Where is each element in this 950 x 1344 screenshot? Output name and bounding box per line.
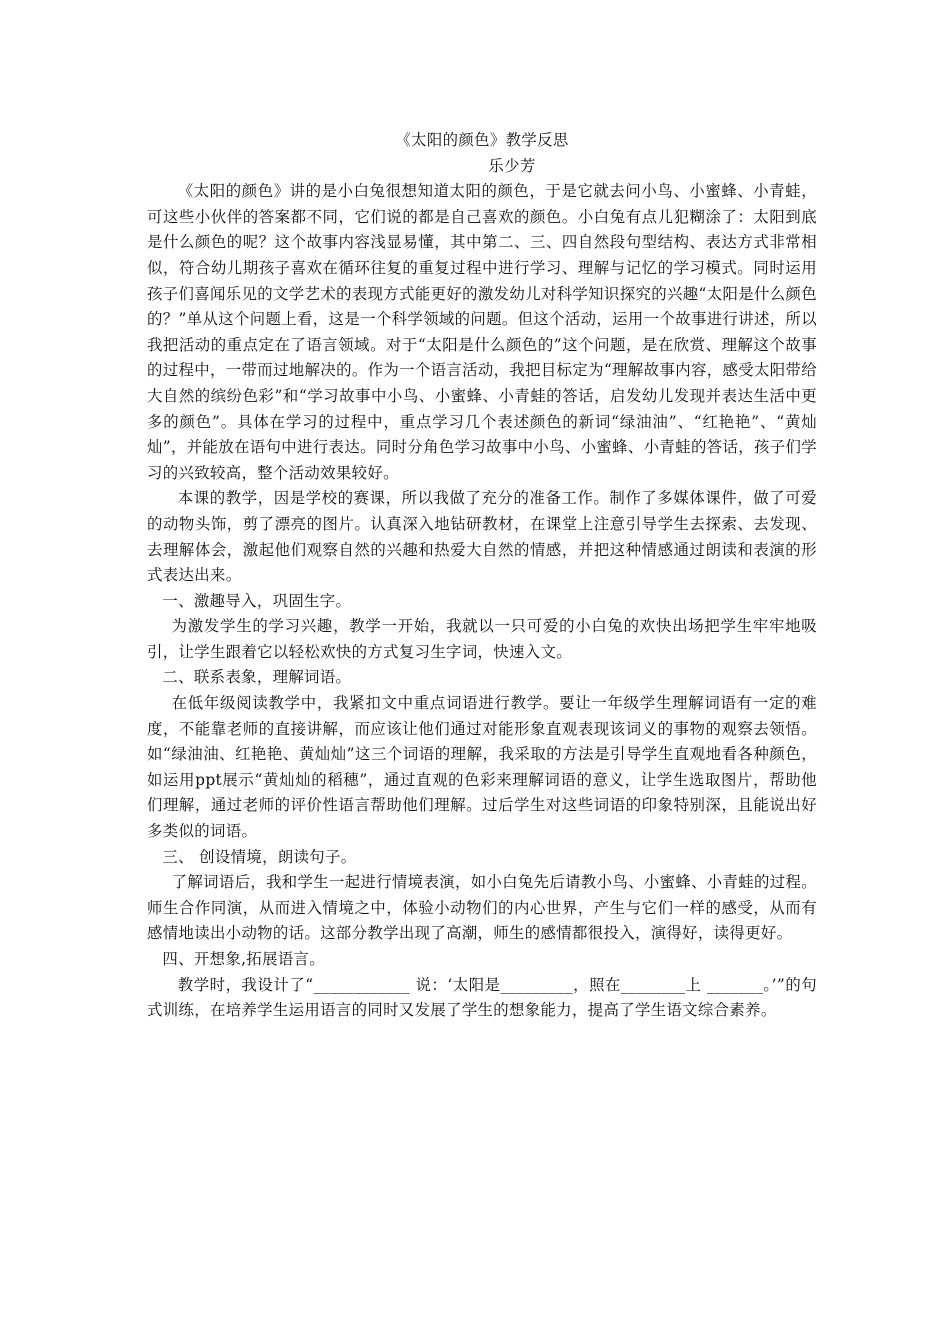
section-body-4: 教学时，我设计了“____________ 说：‘太阳是_________，照在________上 _______。’”的句式训练，在培养学生运用语言的同时又发展了学生的想象能力，提高了学生语文综合素养。: [147, 975, 817, 1020]
document-author: 乐少芳: [488, 156, 536, 175]
section-heading-1: 一、激趣导入，巩固生字。: [162, 591, 352, 610]
paragraph-preparation: 本课的教学，因是学校的赛课，所以我做了充分的准备工作。制作了多媒体课件，做了可爱的动物头饰，剪了漂亮的图片。认真深入地钻研教材，在课堂上注意引导学生去探索、去发现、去理解体会，激起他们观察自然的兴趣和热爱大自然的情感，并把这种情感通过朗读和表演的形式表达出来。: [147, 489, 817, 585]
section-body-1: 为激发学生的学习兴趣，教学一开始，我就以一只可爱的小白兔的欢快出场把学生牢牢地吸引，让学生跟着它以轻松欢快的方式复习生字词，快速入文。: [147, 617, 817, 661]
section-heading-3: 三、 创设情境，朗读句子。: [162, 847, 357, 866]
document-title: 《太阳的颜色》教学反思: [395, 131, 569, 149]
section-heading-2: 二、联系表象，理解词语。: [162, 668, 352, 687]
paragraph-intro: 《太阳的颜色》讲的是小白兔很想知道太阳的颜色，于是它就去问小鸟、小蜜蜂、小青蛙，可这些小伙伴的答案都不同，它们说的都是自己喜欢的颜色。小白兔有点儿犯糊涂了：太阳到底是什么颜色的呢？这个故事内容浅显易懂，其中第二、三、四自然段句型结构、表达方式非常相似，符合幼儿期孩子喜欢在循环往复的重复过程中进行学习、理解与记忆的学习模式。同时运用孩子们喜闻乐见的文学艺术的表现方式能更好的激发幼儿对科学知识探究的兴趣“太阳是什么颜色的？”单从这个问题上看，这是一个科学领域的问题。但这个活动，运用一个故事进行讲述，所以我把活动的重点定在了语言领域。对于“太阳是什么颜色的”这个问题，是在欣赏、理解这个故事的过程中，一带而过地解决的。作为一个语言活动，我把目标定为“理解故事内容，感受太阳带给大自然的缤纷色彩”和“学习故事中小鸟、小蜜蜂、小青蛙的答话，启发幼儿发现并表达生活中更多的颜色”。具体在学习的过程中，重点学习几个表述颜色的新词“绿油油”、“红艳艳”、“黄灿灿”，并能放在语句中进行表达。同时分角色学习故事中小鸟、小蜜蜂、小青蛙的答话，孩子们学习的兴致较高，整个活动效果较好。: [147, 182, 817, 482]
section-heading-4: 四、开想象,拓展语言。: [162, 950, 326, 968]
section-body-2: 在低年级阅读教学中，我紧扣文中重点词语进行教学。要让一年级学生理解词语有一定的难度，不能靠老师的直接讲解，而应该让他们通过对能形象直观表现该词义的事物的观察去领悟。如“绿油油、红艳艳、黄灿灿”这三个词语的理解，我采取的方法是引导学生直观地看各种颜色，如运用ppt展示“黄灿灿的稻穗”，通过直观的色彩来理解词语的意义，让学生选取图片，帮助他们理解，通过老师的评价性语言帮助他们理解。过后学生对这些词语的印象特别深，且能说出好多类似的词语。: [147, 694, 817, 841]
document-body: [147, 128, 817, 1024]
section-body-3: 了解词语后，我和学生一起进行情境表演，如小白兔先后请教小鸟、小蜜蜂、小青蛙的过程。师生合作同演，从而进入情境之中，体验小动物们的内心世界，产生与它们一样的感受，从而有感情地读出小动物的话。这部分教学出现了高潮，师生的感情都很投入，演得好，读得更好。: [147, 873, 817, 943]
